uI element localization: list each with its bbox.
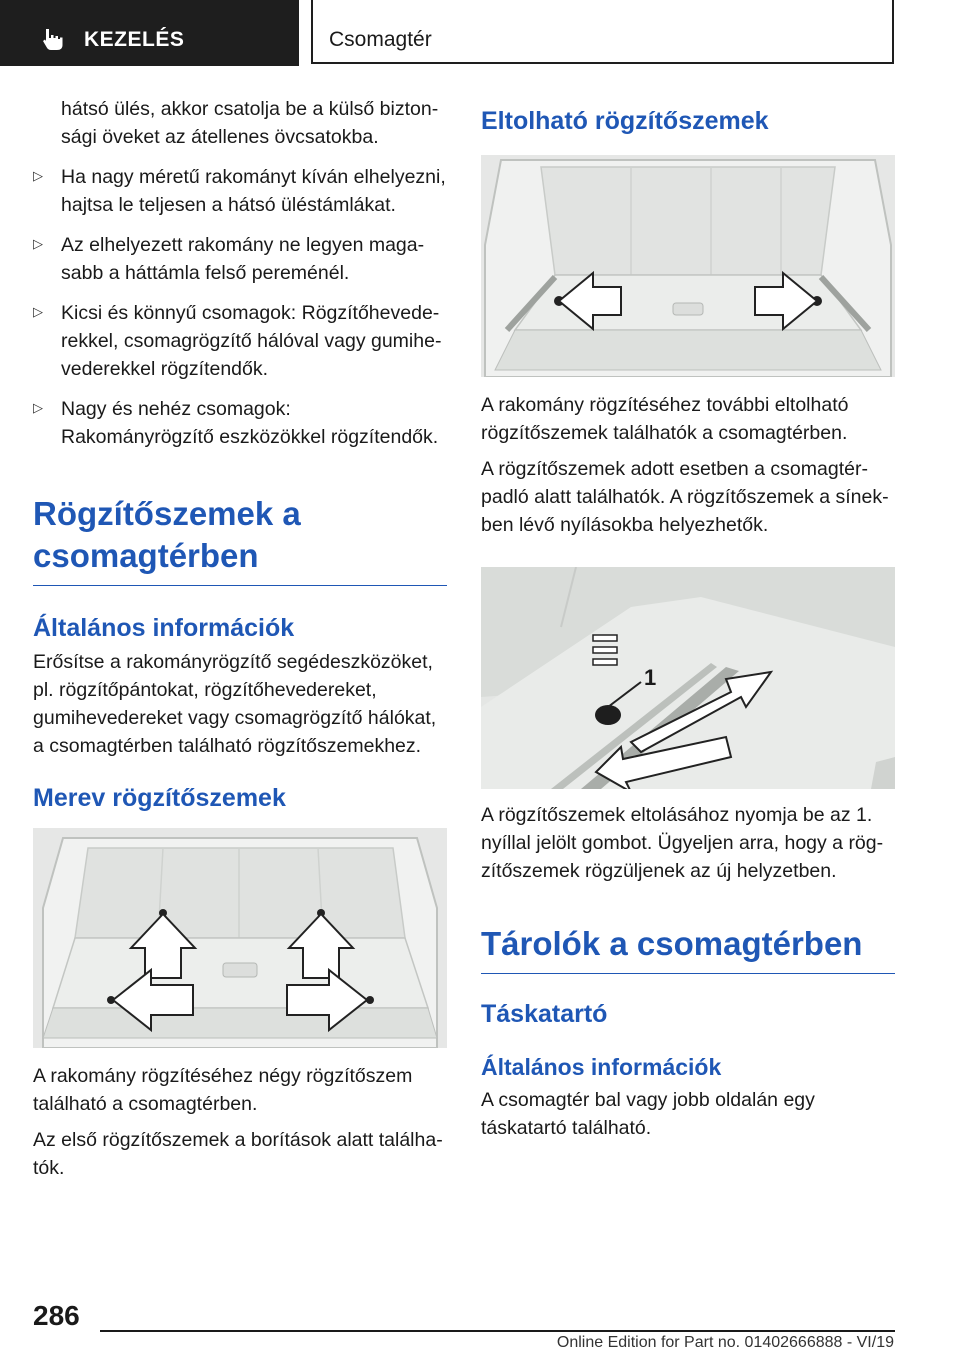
general-info-heading: Általános információk <box>33 614 295 642</box>
bag-general-info-heading: Általános információk <box>481 1054 722 1080</box>
trunk-illustration <box>33 828 447 1048</box>
hand-pointer-icon <box>40 26 66 52</box>
storage-section-title: Tárolók a csomagtérben <box>481 923 895 974</box>
left-column <box>33 95 447 1182</box>
list-item <box>33 395 447 451</box>
list-item-text: Kicsi és könnyű csomagok: Rögzítőhevederekkel, csomagrögzítő hálóval vagy gumihevederekkel rögzítendők. <box>61 302 442 380</box>
callout-label: 1 <box>644 665 657 690</box>
bag-holder-heading: Táskatartó <box>481 1000 608 1028</box>
bag-holder-text: A csomagtér bal vagy jobb oldalán egy táskatartó található. <box>481 1089 815 1139</box>
rigid-eyes-text-2: Az első rögzítőszemek a borítások alatt találhatók. <box>33 1129 443 1179</box>
general-info-text: Erősítse a rakományrögzítő segédeszközöket, pl. rögzítőpántokat, rögzítőhevedereket, gumihevedereket vagy csomagrögzítő hálókat, a csomagtérben található rögzítőszemekhez. <box>33 651 437 757</box>
list-item <box>33 163 447 219</box>
rigid-eyes-figure <box>33 828 447 1048</box>
button-instruction-text: A rögzítőszemek eltolásához nyomja be az 1. nyíllal jelölt gombot. Ügyeljen arra, hogy a rögzítőszemek rögzüljenek az új helyzetben. <box>481 804 884 882</box>
list-item-text: Nagy és nehéz csomagok: Rakományrögzítő eszközökkel rögzítendők. <box>61 398 439 448</box>
trunk-sliding-illustration <box>481 155 895 377</box>
page-number: 286 <box>33 1300 80 1331</box>
list-item <box>33 231 447 287</box>
sliding-eyes-text-1: A rakomány rögzítéséhez további eltolható rögzítőszemek találhatók a csomagtérben. <box>481 394 849 444</box>
list-item-text: Az elhelyezett rakomány ne legyen magasabb a háttámla felső pereménél. <box>61 234 425 284</box>
triangle-bullet-icon: ▷ <box>33 236 43 251</box>
intro-paragraph: hátsó ülés, akkor csatolja be a külső biztonsági öveket az átellenes övcsatokba. <box>61 98 439 148</box>
chapter-label: Csomagtér <box>329 28 432 51</box>
section-tab <box>0 0 299 66</box>
chapter-tab <box>311 0 894 64</box>
edition-text: Online Edition for Part no. 01402666888 - VI/19 <box>556 1334 894 1351</box>
list-item <box>33 299 447 383</box>
triangle-bullet-icon: ▷ <box>33 400 43 415</box>
right-column <box>481 95 895 1142</box>
rail-detail-illustration <box>481 567 895 789</box>
triangle-bullet-icon: ▷ <box>33 168 43 183</box>
rigid-eyes-heading: Merev rögzítőszemek <box>33 784 286 812</box>
page-header <box>0 0 960 66</box>
section-label: KEZELÉS <box>84 28 185 51</box>
section-title: Rögzítőszemek a csomagtérben <box>33 493 447 586</box>
sliding-eyes-text-2: A rögzítőszemek adott esetben a csomagtérpadló alatt találhatók. A rögzítőszemek a sínekben lévő nyílásokba helyezhetők. <box>481 458 889 536</box>
rigid-eyes-text-1: A rakomány rögzítéséhez négy rögzítőszem található a csomagtérben. <box>33 1065 413 1115</box>
triangle-bullet-icon: ▷ <box>33 304 43 319</box>
sliding-eyes-figure <box>481 155 895 377</box>
rail-button-figure <box>481 567 895 789</box>
sliding-eyes-heading: Eltolható rögzítőszemek <box>481 107 769 135</box>
list-item-text: Ha nagy méretű rakományt kíván elhelyezni, hajtsa le teljesen a hátsó üléstámlákat. <box>61 166 446 216</box>
footer-divider <box>100 1330 895 1332</box>
